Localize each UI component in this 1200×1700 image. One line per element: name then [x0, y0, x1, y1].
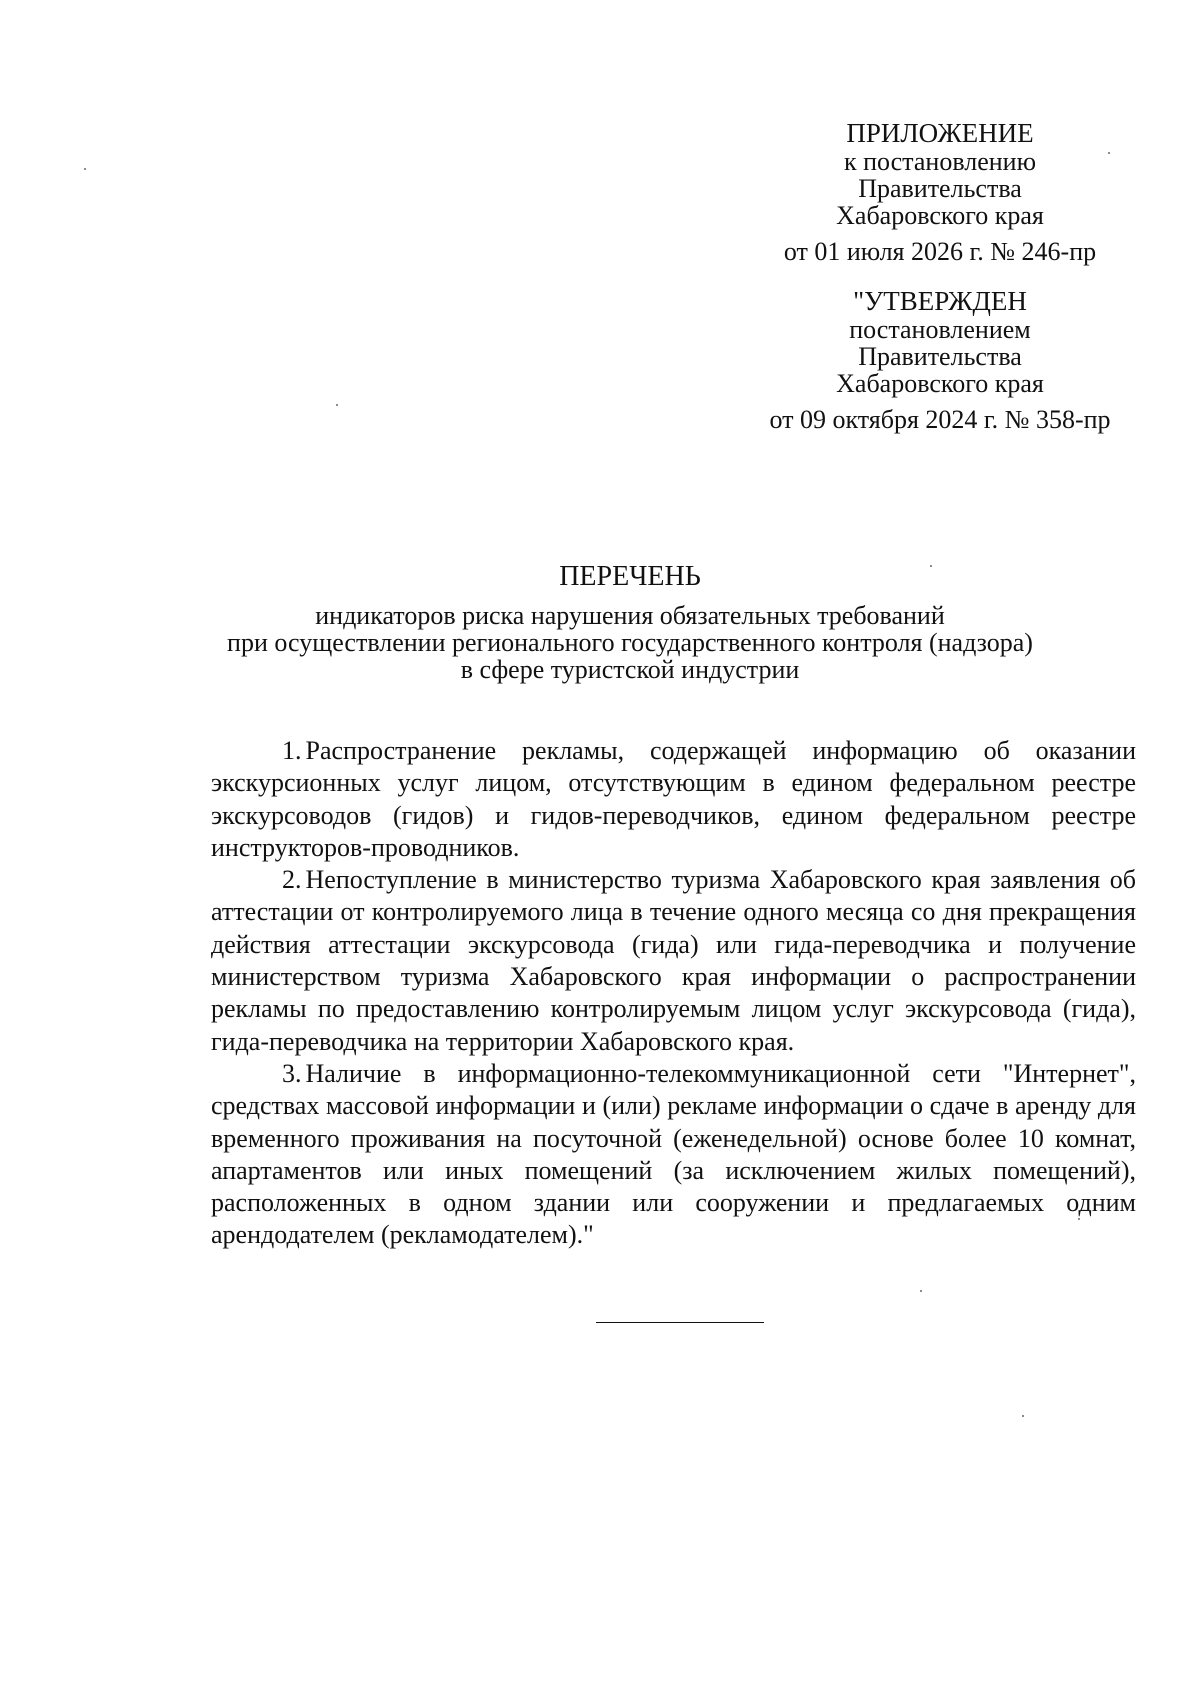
scan-speck — [1022, 1415, 1024, 1417]
approved-line: Хабаровского края — [836, 369, 1044, 398]
item-text: Непоступление в министерство туризма Хабаровского края заявления об аттестации от контролируемого лица в течение одного месяца со дня прекращения действия аттестации экскурсовода (гида) или гида-переводчика и получение министерством туризма Хабаровского края информации о распространении рекламы по предоставлению контролируемым лицом услуг экскурсовода (гида), гида-переводчика на территории Хабаровского края. — [211, 865, 1136, 1056]
item-text: Наличие в информационно-телекоммуникационной сети "Интернет", средствах массовой информации и (или) рекламе информации о сдаче в аренду для временного проживания на посуточной (еженедельной) основе более 10 комнат, апартаментов или иных помещений (за исключением жилых помещений), расположенных в одном здании или сооружении и предлагаемых одним арендодателем (рекламодателем)." — [211, 1058, 1136, 1250]
attachment-line: Хабаровского края — [836, 201, 1044, 230]
document-subtitle-line: индикаторов риска нарушения обязательных требований — [315, 601, 945, 630]
scan-speck — [1108, 152, 1110, 154]
approved-line: Правительства — [858, 342, 1022, 371]
document-subtitle-line: при осуществлении регионального государственного контроля (надзора) — [227, 628, 1033, 657]
list-item — [211, 735, 1136, 864]
item-number: 1. — [282, 736, 302, 765]
attachment-line: Правительства — [858, 174, 1022, 203]
scan-speck — [1078, 1218, 1080, 1220]
approved-line: постановлением — [849, 315, 1031, 344]
document-title-block — [150, 560, 1110, 683]
scan-speck — [84, 168, 86, 170]
list-item — [211, 864, 1136, 1058]
scan-speck — [336, 404, 338, 406]
item-text: Распространение рекламы, содержащей информацию об оказании экскурсионных услуг лицом, отсутствующим в едином федеральном реестре экскурсоводов (гидов) и гидов-переводчиков, едином федеральном реестре инструкторов-проводников. — [211, 736, 1136, 862]
approved-date: от 09 октября 2024 г. № 358-пр — [769, 405, 1111, 434]
list-item — [211, 1058, 1136, 1252]
end-divider — [596, 1322, 764, 1323]
document-title: ПЕРЕЧЕНЬ — [559, 561, 701, 592]
approved-title: "УТВЕРЖДЕН — [853, 286, 1027, 316]
attachment-date: от 01 июля 2026 г. № 246-пр — [783, 237, 1097, 266]
scan-speck — [920, 1290, 922, 1292]
attachment-title: ПРИЛОЖЕНИЕ — [846, 118, 1034, 148]
attachment-header — [740, 118, 1140, 265]
item-number: 2. — [282, 865, 302, 895]
approved-header — [740, 286, 1140, 433]
document-subtitle-line: в сфере туристской индустрии — [460, 655, 800, 684]
item-number: 3. — [282, 1058, 302, 1088]
indicator-list — [211, 735, 1136, 1252]
scan-speck — [930, 565, 932, 567]
attachment-line: к постановлению — [843, 147, 1037, 176]
